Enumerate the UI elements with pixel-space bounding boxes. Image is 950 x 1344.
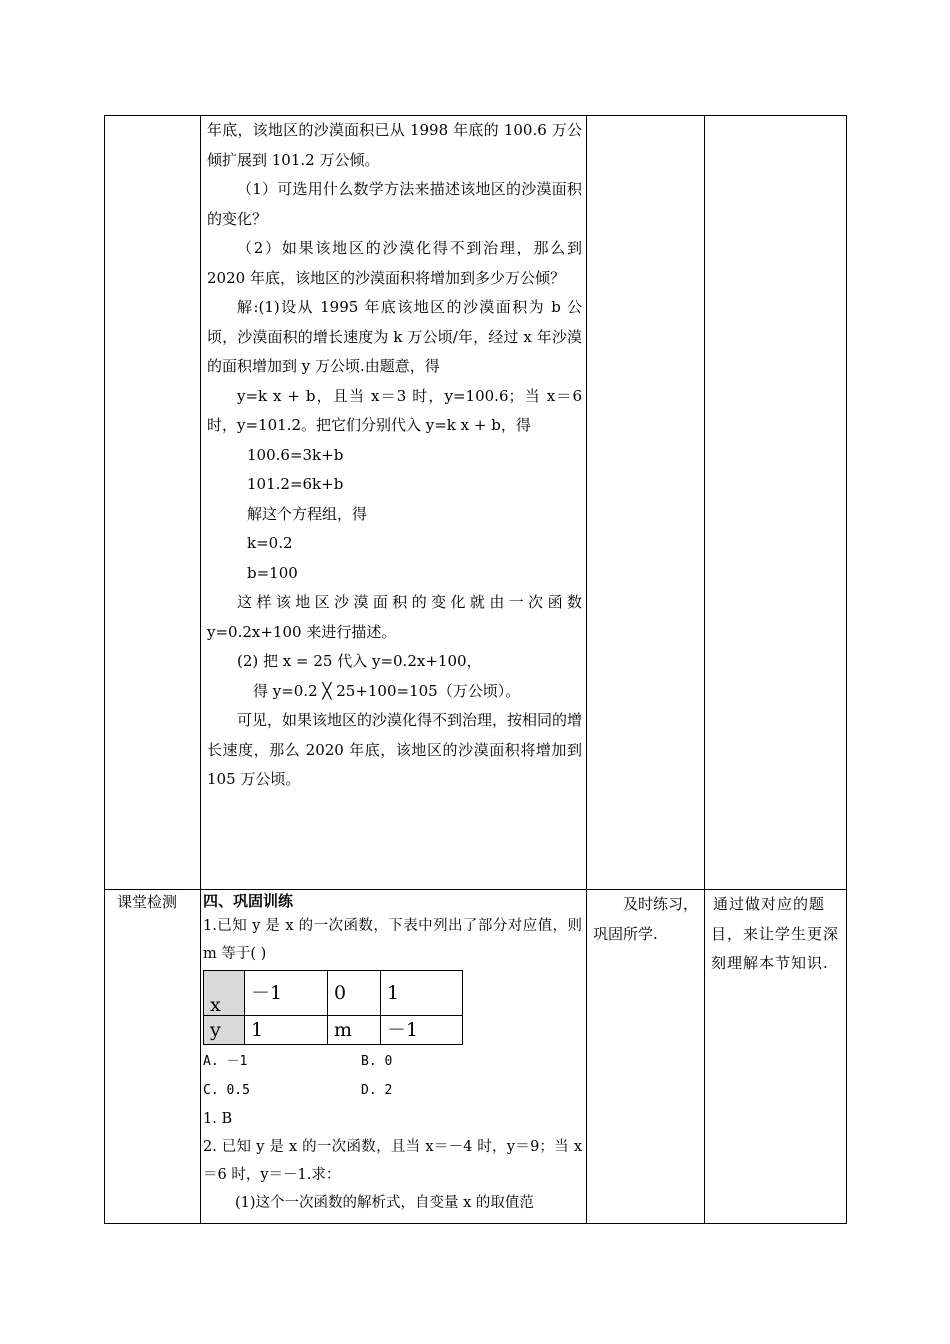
- header-y: y: [204, 1016, 245, 1045]
- intent-cell-empty: [705, 116, 847, 890]
- cell-y2: m: [328, 1016, 381, 1045]
- lesson-plan-table: [104, 115, 847, 1224]
- options-row-1: [203, 1047, 582, 1076]
- result-b: b=100: [247, 563, 298, 582]
- conclusion-1: 这样该地区沙漠面积的变化就由一次函数 y=0.2x+100 来进行描述。: [207, 593, 582, 641]
- method-cell-empty: [587, 116, 705, 890]
- cell-x3: 1: [381, 971, 463, 1016]
- cell-x1: －1: [245, 971, 328, 1016]
- option-a: A. －1: [203, 1054, 248, 1069]
- solution-intro: 解:(1)设从 1995 年底该地区的沙漠面积为 b 公顷，沙漠面积的增长速度为 k 万公顷/年，经过 x 年沙漠的面积增加到 y 万公顷.由题意，得: [207, 298, 582, 375]
- table-row: [105, 890, 847, 1224]
- text-line: 年底，该地区的沙漠面积已从 1998 年底的 100.6 万公倾扩展到 101.2 万公倾。: [207, 121, 582, 169]
- content-cell: [201, 116, 587, 890]
- value-table: [203, 970, 463, 1045]
- equation-1: 100.6=3k+b: [247, 445, 344, 464]
- stage-label: 课堂检测: [117, 893, 178, 911]
- equation-2: 101.2=6k+b: [247, 475, 344, 493]
- computation: 得 y=0.2 ╳ 25+100=105（万公顷）。: [253, 681, 521, 700]
- method-cell: [587, 890, 705, 1224]
- section-heading: 四、巩固训练: [203, 892, 294, 910]
- value-table-row-y: [204, 1016, 463, 1045]
- solve-text: 解这个方程组，得: [247, 504, 368, 523]
- cell-y3: －1: [381, 1016, 463, 1045]
- conclusion-2: 可见，如果该地区的沙漠化得不到治理，按相同的增长速度，那么 2020 年底，该地区的沙漠面积将增加到 105 万公顷。: [207, 711, 583, 788]
- option-d: D. 2: [361, 1083, 393, 1098]
- question-1: （1）可选用什么数学方法来描述该地区的沙漠面积的变化？: [207, 180, 582, 228]
- cell-y1: 1: [245, 1016, 328, 1045]
- method-text: 及时练习，巩固所学.: [593, 895, 699, 943]
- question-2: （2）如果该地区的沙漠化得不到治理，那么到 2020 年底，该地区的沙漠面积将增加到多少万公倾？: [207, 239, 582, 287]
- exercise-2-part-1: (1)这个一次函数的解析式，自变量 x 的取值范: [235, 1195, 534, 1211]
- table-row: [105, 116, 847, 890]
- options-row-2: [203, 1076, 582, 1105]
- result-k: k=0.2: [247, 534, 293, 552]
- solution-condition: y=k x + b，且当 x＝3 时，y=100.6；当 x＝6 时，y=101.2。把它们分别代入 y=k x + b，得: [207, 386, 582, 434]
- substitution: (2) 把 x = 25 代入 y=0.2x+100，: [237, 652, 482, 670]
- stage-cell-empty: [105, 116, 201, 890]
- exercise-1: 1.已知 y 是 x 的一次函数，下表中列出了部分对应值，则 m 等于( ): [203, 918, 582, 962]
- answer-1: 1. B: [203, 1111, 233, 1127]
- option-b: B. 0: [361, 1054, 393, 1069]
- stage-cell: [105, 890, 201, 1224]
- option-c: C. 0.5: [203, 1083, 250, 1098]
- intent-cell: [705, 890, 847, 1224]
- cell-x2: 0: [328, 971, 381, 1016]
- value-table-row-x: [204, 971, 463, 1016]
- exercise-2: 2. 已知 y 是 x 的一次函数，且当 x＝－4 时，y＝9；当 x＝6 时，y＝－1.求：: [203, 1139, 582, 1183]
- content-cell: [201, 890, 587, 1224]
- header-x: x: [204, 971, 245, 1016]
- intent-text: 通过做对应的题目，来让学生更深刻理解本节知识.: [711, 895, 840, 972]
